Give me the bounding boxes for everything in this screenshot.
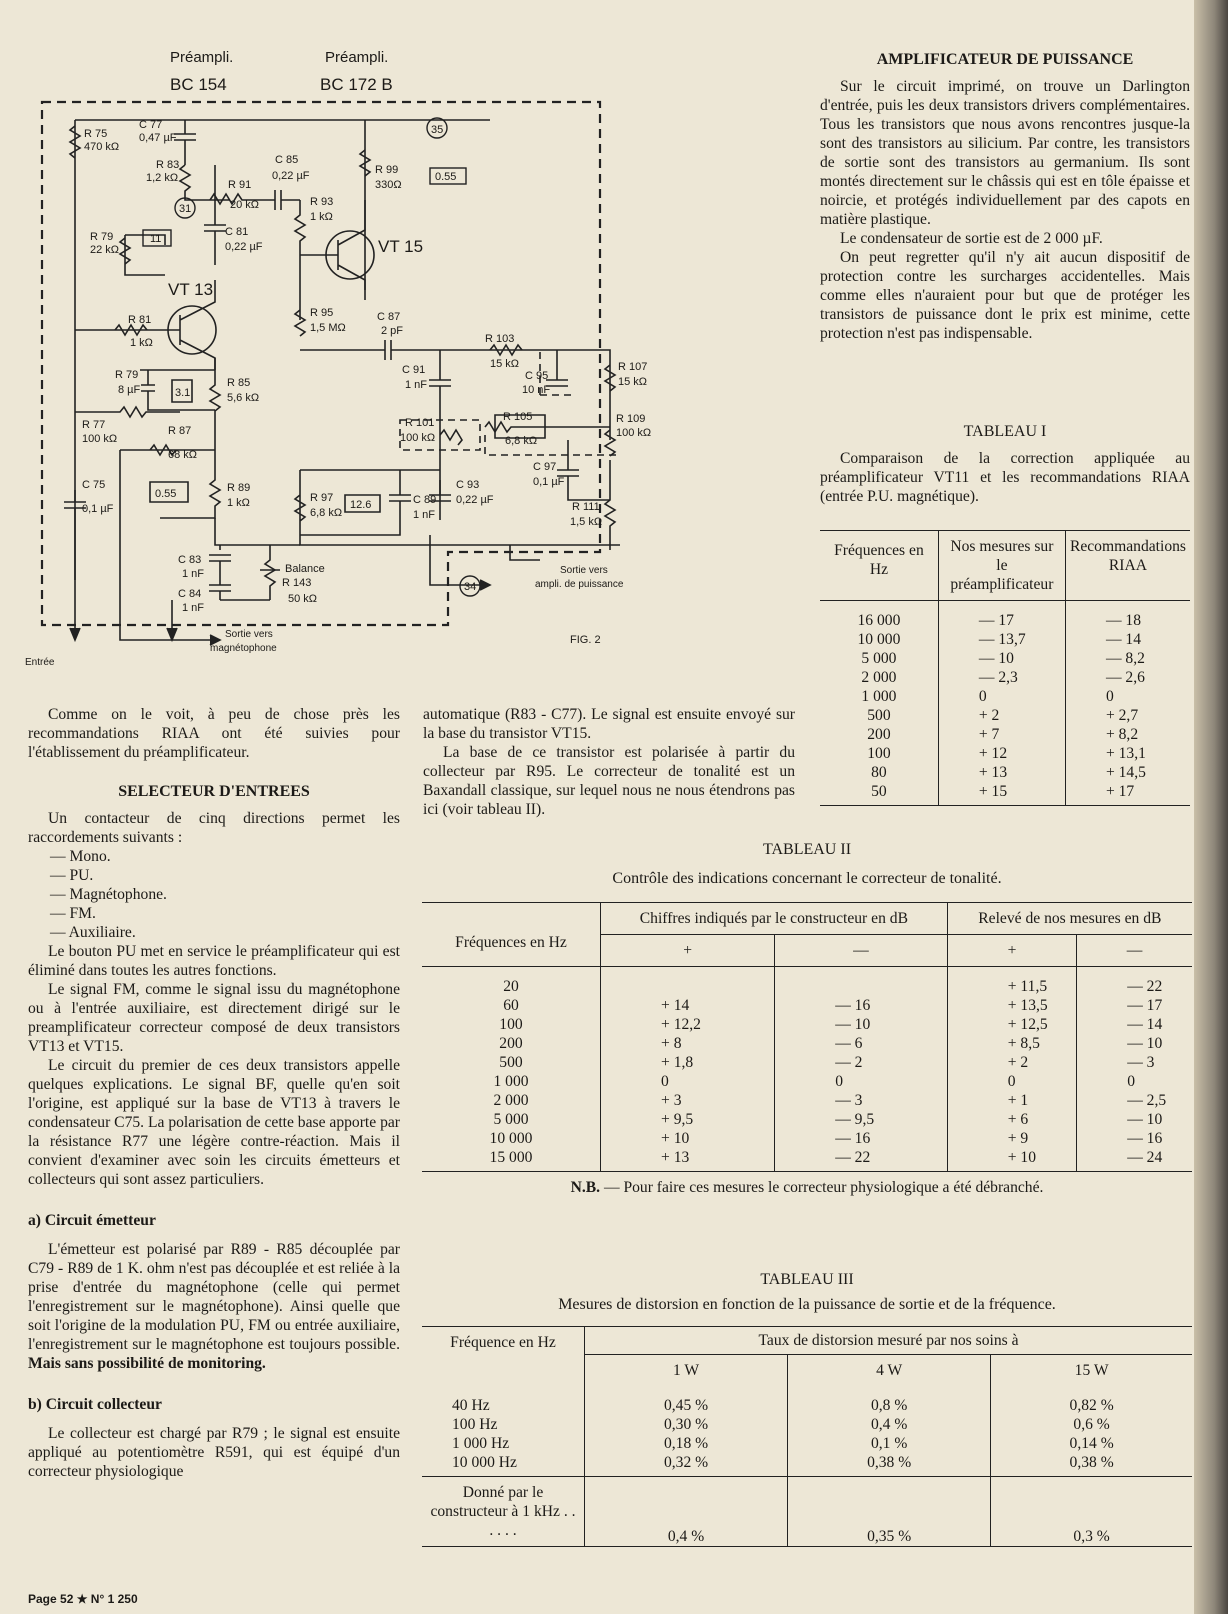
table-cell: + 2 [938,706,1065,725]
table-cell: — 2,5 [1127,1092,1167,1109]
table-cell: + 17 [1105,783,1135,800]
table-cell: 500 [820,706,938,725]
table-row [820,763,1190,782]
table-cell: 0,18 % [585,1434,788,1453]
label-sortie-magneto-2: magnétophone [210,643,277,654]
table-subheader: + [601,935,775,967]
label-c97-value: 0,1 µF [533,476,565,488]
table-subheader: 15 W [1074,1362,1109,1379]
table-cell: + 13,5 [947,996,1076,1015]
paragraph: Le circuit du premier de ces deux transistors appelle quelques explications. Le signal BF, quelle qu'en soit l'origine, est appliqué sur la base de VT13 à travers le condensateur C75. La polarisation de cette base apporte par la résistance R77 une légère contre-réaction. Mais il convient d'examiner avec soin les circuits émetteurs et collecteurs qui sont assez particuliers. [28,1057,400,1188]
table-caption: Comparaison de la correction appliquée au préamplificateur VT11 et les recommandations RIAA (entrée P.U. magnétique). [820,450,1190,505]
table-header: Fréquence en Hz [422,1327,585,1387]
table-cell: — 3 [1127,1054,1155,1071]
table-cell: 0,14 % [1069,1435,1114,1452]
table-row [820,630,1190,649]
table-row [422,1091,1192,1110]
label-c75: C 75 [82,479,106,491]
label-sortie-ampli-2: ampli. de puissance [535,579,624,590]
table-cell: 1 000 [422,1072,601,1091]
label-r111: R 111 [572,501,600,513]
table-subheader: — [775,935,948,967]
table-cell: + 3 [601,1091,775,1110]
label-balance: Balance [285,563,325,575]
table-cell: — 10 [775,1015,948,1034]
table-body [422,967,1192,1172]
table-cell: 200 [422,1034,601,1053]
table-note-label: N.B. [570,1179,601,1196]
table-cell: 0,4 % [788,1415,991,1434]
subheading-emetteur: a) Circuit émetteur [28,1212,156,1229]
table-cell: 1 000 [820,687,938,706]
table-cell: 50 [820,782,938,806]
label-r97: R 97 [310,492,334,504]
label-r89: R 89 [227,482,251,494]
table-cell: + 12,5 [947,1015,1076,1034]
value-box-055b: 0.55 [155,488,177,500]
table-cell: 0 [601,1072,775,1091]
label-r95: R 95 [310,307,334,319]
label-c89-value: 1 nF [413,509,436,521]
label-c84: C 84 [178,588,202,600]
table-cell: — 16 [775,1129,948,1148]
table-cell: 0,45 % [585,1386,788,1415]
paragraph: Le signal FM, comme le signal issu du magnétophone ou à l'entrée auxiliaire, est directement dirigé sur le preamplificateur correcteur composé de deux transistors VT13 et VT15. [28,981,400,1055]
table-row [422,1053,1192,1072]
table-row [820,649,1190,668]
table-cell: 1 000 Hz [422,1434,585,1453]
table-cell: — 24 [1127,1149,1163,1166]
label-r75-value: 470 kΩ [84,141,120,153]
section-heading-selecteur: SELECTEUR D'ENTREES [118,783,310,800]
table-cell: + 8 [601,1034,775,1053]
table-cell: + 6 [947,1110,1076,1129]
table-row [422,1434,1192,1453]
label-r91-value: 20 kΩ [230,199,260,211]
table-cell: + 14,5 [1105,764,1146,781]
table-header: Nos mesures sur le préamplificateur [938,531,1065,601]
table-cell: — 9,5 [775,1110,948,1129]
table-cell: — 22 [1127,978,1163,995]
table-cell: 0 [775,1072,948,1091]
table-cell: 100 [422,1015,601,1034]
label-preamp1: Préampli. [170,49,234,66]
table-cell: — 17 [1127,997,1163,1014]
label-c83-value: 1 nF [182,568,205,580]
table-cell: 10 000 Hz [422,1453,585,1477]
table-subheader: 1 W [585,1355,788,1387]
paragraph: Sur le circuit imprimé, on trouve un Darlington d'entrée, puis les deux transistors drivers complémentaires. Tous les transistors que nous avons rencontres jusque-la sont des transistors au silicium. Par contre, les transistors de sortie sont des transistors au germanium. Ils sont montés directement sur le châssis qui est en tôle épaisse et noircie, et protégés individuellement par des capots en matière plastique. [820,78,1190,228]
table-title: TABLEAU I [963,423,1047,440]
table-cell: 40 Hz [422,1386,585,1415]
label-r105-value: 6,8 kΩ [505,435,538,447]
table-cell: 0,1 % [788,1434,991,1453]
table-cell: — 10 [1127,1111,1163,1128]
list-item: — FM. [50,905,96,922]
label-r85-value: 5,6 kΩ [227,392,260,404]
table-header: Relevé de nos mesures en dB [947,903,1192,935]
table-cell: + 8,5 [947,1034,1076,1053]
table-row [820,782,1190,806]
label-r93: R 93 [310,196,334,208]
section-heading-amplificateur: AMPLIFICATEUR DE PUISSANCE [876,51,1134,68]
label-r83-value: 1,2 kΩ [146,172,179,184]
table-cell: 0,6 % [1073,1416,1110,1433]
label-r77: R 77 [82,419,106,431]
table-cell: + 11,5 [947,967,1076,997]
label-c81-value: 0,22 µF [225,241,263,253]
label-r105: R 105 [503,411,533,423]
table-row [422,1072,1192,1091]
table-row [422,996,1192,1015]
label-r111-value: 1,5 kΩ [570,516,603,528]
table-cell [775,967,948,997]
paragraph: Le condensateur de sortie est de 2 000 µF. [840,230,1103,247]
table-cell: — 16 [775,996,948,1015]
table-cell: — 22 [775,1148,948,1172]
label-r89-value: 1 kΩ [227,497,250,509]
label-c77-value: 0,47 µF [139,132,177,144]
table-cell: + 1 [947,1091,1076,1110]
label-r91: R 91 [228,179,252,191]
label-sortie-ampli-1: Sortie vers [560,565,608,576]
label-r93-value: 1 kΩ [310,211,333,223]
table-row [820,687,1190,706]
label-vt15: VT 15 [378,237,424,256]
page-edge-shadow [1194,0,1228,1614]
table-cell [601,967,775,997]
tableau-3 [422,1270,1192,1547]
label-r87-value: 68 kΩ [168,449,198,461]
tableau-1 [820,422,1190,806]
table-cell: 0,35 % [788,1477,991,1547]
table-cell: 80 [820,763,938,782]
label-c87: C 87 [377,311,401,323]
label-c93: C 93 [456,479,480,491]
table-cell: + 14 [601,996,775,1015]
label-c91-value: 1 nF [405,379,428,391]
table-row [422,1015,1192,1034]
label-r95-value: 1,5 MΩ [310,322,346,334]
table-body [422,1386,1192,1477]
label-c95: C 95 [525,370,549,382]
table-cell: — 6 [775,1034,948,1053]
table-cell: 0 [1105,688,1114,705]
label-r109: R 109 [616,413,646,425]
table-cell: + 9,5 [601,1110,775,1129]
table-cell: 100 Hz [422,1415,585,1434]
paragraph: La base de ce transistor est polarisée à partir du collecteur par R95. Le correcteur de tonalité est un Baxandall classique, sur lequel nous ne nous étendrons pas ici (voir tableau II). [423,744,795,818]
table-cell: 0,30 % [585,1415,788,1434]
label-c81: C 81 [225,226,249,238]
paragraph [28,1240,400,1373]
label-r79b: R 79 [115,369,139,381]
table [820,530,1190,806]
label-r109-value: 100 kΩ [616,427,652,439]
node-35: 35 [431,124,444,136]
table-cell: 500 [422,1053,601,1072]
node-34: 34 [464,581,477,593]
label-preamp1-part: BC 154 [170,75,227,94]
label-r107: R 107 [618,361,648,373]
table-cell: 100 [820,744,938,763]
table-row [820,706,1190,725]
label-c87-value: 2 pF [381,325,404,337]
label-r103: R 103 [485,333,515,345]
label-c95-value: 10 nF [522,384,551,396]
table-row [422,1148,1192,1172]
table-cell: + 13 [601,1148,775,1172]
label-r81-value: 1 kΩ [130,337,153,349]
table-header: Taux de distorsion mesuré par nos soins à [585,1327,1193,1355]
label-r107-value: 15 kΩ [618,376,648,388]
table-cell: — 10 [938,649,1065,668]
table-cell: + 1,8 [601,1053,775,1072]
table-cell: — 3 [775,1091,948,1110]
table-row [820,668,1190,687]
table-cell: 15 000 [422,1148,601,1172]
table-cell: — 17 [938,601,1065,631]
label-c93-value: 0,22 µF [456,494,494,506]
label-c85-value: 0,22 µF [272,170,310,182]
paragraph: Le collecteur est chargé par R79 ; le signal est ensuite appliqué au potentiomètre R591, qui est équipé d'un correcteur physiologique [28,1425,400,1480]
table-cell: + 12,2 [601,1015,775,1034]
list-item: — Magnétophone. [50,886,167,903]
label-r99-value: 330Ω [375,179,402,191]
table [422,902,1192,1172]
value-box-31: 3.1 [175,387,191,399]
table-row [422,1453,1192,1477]
table-title: TABLEAU II [762,841,852,858]
label-sortie-magneto-1: Sortie vers [225,629,273,640]
table-cell: + 10 [601,1129,775,1148]
label-r77-value: 100 kΩ [82,433,118,445]
label-preamp2-part: BC 172 B [320,75,393,94]
label-c89: C 89 [413,494,437,506]
table-note-text: — Pour faire ces mesures le correcteur physiologique a été débranché. [600,1179,1044,1196]
label-r75: R 75 [84,128,108,140]
label-r101: R 101 [405,417,435,429]
table-cell-label: Donné par le constructeur à 1 kHz . . . . . . [422,1477,585,1547]
label-preamp2: Préampli. [325,49,389,66]
table-cell: 10 000 [422,1129,601,1148]
table-cell: 60 [422,996,601,1015]
table-subheader: 4 W [788,1355,991,1387]
table-row [422,967,1192,997]
table-cell: + 10 [947,1148,1076,1172]
table-cell: 0,38 % [1069,1454,1114,1471]
figure-caption: FIG. 2 [570,634,601,646]
table-cell: 0 [1127,1073,1135,1090]
label-c97: C 97 [533,461,557,473]
paragraph-bold: Mais sans possibilité de monitoring. [28,1355,266,1372]
table-cell: + 7 [938,725,1065,744]
paragraph: automatique (R83 - C77). Le signal est ensuite envoyé sur la base du transistor VT15. [423,706,795,742]
table-header: Chiffres indiqués par le constructeur en dB [601,903,948,935]
table-cell: 0 [947,1072,1076,1091]
label-r79a-value: 22 kΩ [90,244,120,256]
paragraph: Un contacteur de cinq directions permet les raccordements suivants : [28,810,400,846]
input-list [28,847,400,942]
table-title: TABLEAU III [760,1271,854,1288]
list-item: — Auxiliaire. [50,924,136,941]
table-caption: Contrôle des indications concernant le correcteur de tonalité. [612,870,1002,887]
label-r97-value: 6,8 kΩ [310,507,343,519]
list-item: — Mono. [50,848,111,865]
table-cell: 16 000 [820,601,938,631]
label-c75-value: 0,1 µF [82,503,114,515]
table-cell: + 9 [947,1129,1076,1148]
table-cell: 5 000 [820,649,938,668]
table-cell: + 15 [938,782,1065,806]
table-body [820,601,1190,806]
table-cell: — 2 [775,1053,948,1072]
subheading-collecteur: b) Circuit collecteur [28,1396,162,1413]
paragraph-text: L'émetteur est polarisé par R89 - R85 découplée par C79 - R89 de 1 K. ohm n'est pas découplée et est reliée à la prise d'entrée du magnétophone (celle qui permet l'enregistrement sur le magnétophone). Ainsi quelle que soit l'origine de la modulation PU, FM ou entrée auxiliaire, l'enregistrement sur le magnétophone est toujours possible. [28,1241,400,1353]
table-row [422,1034,1192,1053]
table-header: Fréquences en Hz [422,903,601,967]
label-r83: R 83 [156,159,180,171]
table-cell: — 14 [1105,631,1142,648]
table-cell: — 2,6 [1105,669,1145,686]
paragraph: Le bouton PU met en service le préamplificateur qui est éliminé dans toutes les autres fonctions. [28,943,400,979]
table-cell: + 2 [947,1053,1076,1072]
middle-column [423,705,795,819]
table-cell: + 8,2 [1105,726,1139,743]
table-cell: 0,32 % [585,1453,788,1477]
table-row [820,601,1190,631]
label-r101-value: 100 kΩ [400,432,436,444]
value-box-055a: 0.55 [435,171,457,183]
table-cell: 2 000 [422,1091,601,1110]
table [422,1326,1192,1547]
table-cell: 0,8 % [788,1386,991,1415]
table-cell: — 8,2 [1105,650,1145,667]
table-cell: 10 000 [820,630,938,649]
table-cell: + 12 [938,744,1065,763]
table-cell: 0,82 % [1069,1397,1114,1414]
table-cell: — 10 [1127,1035,1163,1052]
value-box-126: 12.6 [350,499,372,511]
label-r81: R 81 [128,314,152,326]
table-header: Fréquences en Hz [820,531,938,601]
table-cell: — 13,7 [938,630,1065,649]
table-row [422,1386,1192,1415]
table-cell: — 2,3 [938,668,1065,687]
label-c83: C 83 [178,554,202,566]
table-cell: — 14 [1127,1016,1163,1033]
label-vt13: VT 13 [168,280,214,299]
table-cell: — 18 [1105,612,1142,629]
value-box-11: 11 [150,233,162,245]
table-cell: 2 000 [820,668,938,687]
table-caption: Mesures de distorsion en fonction de la puissance de sortie et de la fréquence. [558,1296,1056,1313]
label-r79b-value: 8 µF [118,384,141,396]
table-row [422,1110,1192,1129]
table-cell: 20 [422,967,601,997]
list-item: — PU. [50,867,94,884]
left-column [28,705,400,1481]
label-c77: C 77 [139,119,163,131]
table-subheader: + [947,935,1076,967]
table-cell: + 13 [938,763,1065,782]
tableau-2 [422,840,1192,1197]
table-row [422,1415,1192,1434]
label-r99: R 99 [375,164,399,176]
label-c84-value: 1 nF [182,602,205,614]
paragraph: On peut regretter qu'il n'y ait aucun dispositif de protection contre les surcharges accidentelles. Mais comme elles n'auraient pour but que de protéger les transistors de puissance dont le prix est minime, cette protection n'est pas indispensable. [820,249,1190,342]
node-31: 31 [179,203,192,215]
table-cell: — 16 [1127,1130,1163,1147]
label-c91: C 91 [402,364,426,376]
label-r143: R 143 [282,577,312,589]
right-column [820,50,1190,343]
table-header: Recommandations RIAA [1069,538,1186,574]
table-cell: + 2,7 [1105,707,1139,724]
table-cell: 0,4 % [585,1477,788,1547]
table-cell: 200 [820,725,938,744]
table-cell: 0,38 % [788,1453,991,1477]
label-r103-value: 15 kΩ [490,358,520,370]
table-subheader: — [1126,942,1143,959]
table-row [820,725,1190,744]
table-cell: 5 000 [422,1110,601,1129]
label-c85: C 85 [275,154,299,166]
label-r85: R 85 [227,377,251,389]
table-cell: 0,3 % [1073,1528,1110,1545]
label-entree: Entrée [25,657,55,668]
label-r87: R 87 [168,425,192,437]
page-footer: Page 52 ★ N° 1 250 [28,1592,138,1606]
table-note [422,1178,1192,1197]
table-cell: + 13,1 [1105,745,1146,762]
table-row [422,1129,1192,1148]
table-row [820,744,1190,763]
label-r79a: R 79 [90,231,114,243]
circuit-schematic [20,40,652,685]
label-r143-value: 50 kΩ [288,593,318,605]
table-cell: 0 [938,687,1065,706]
paragraph: Comme on le voit, à peu de chose près les recommandations RIAA ont été suivies pour l'établissement du préamplificateur. [28,706,400,761]
